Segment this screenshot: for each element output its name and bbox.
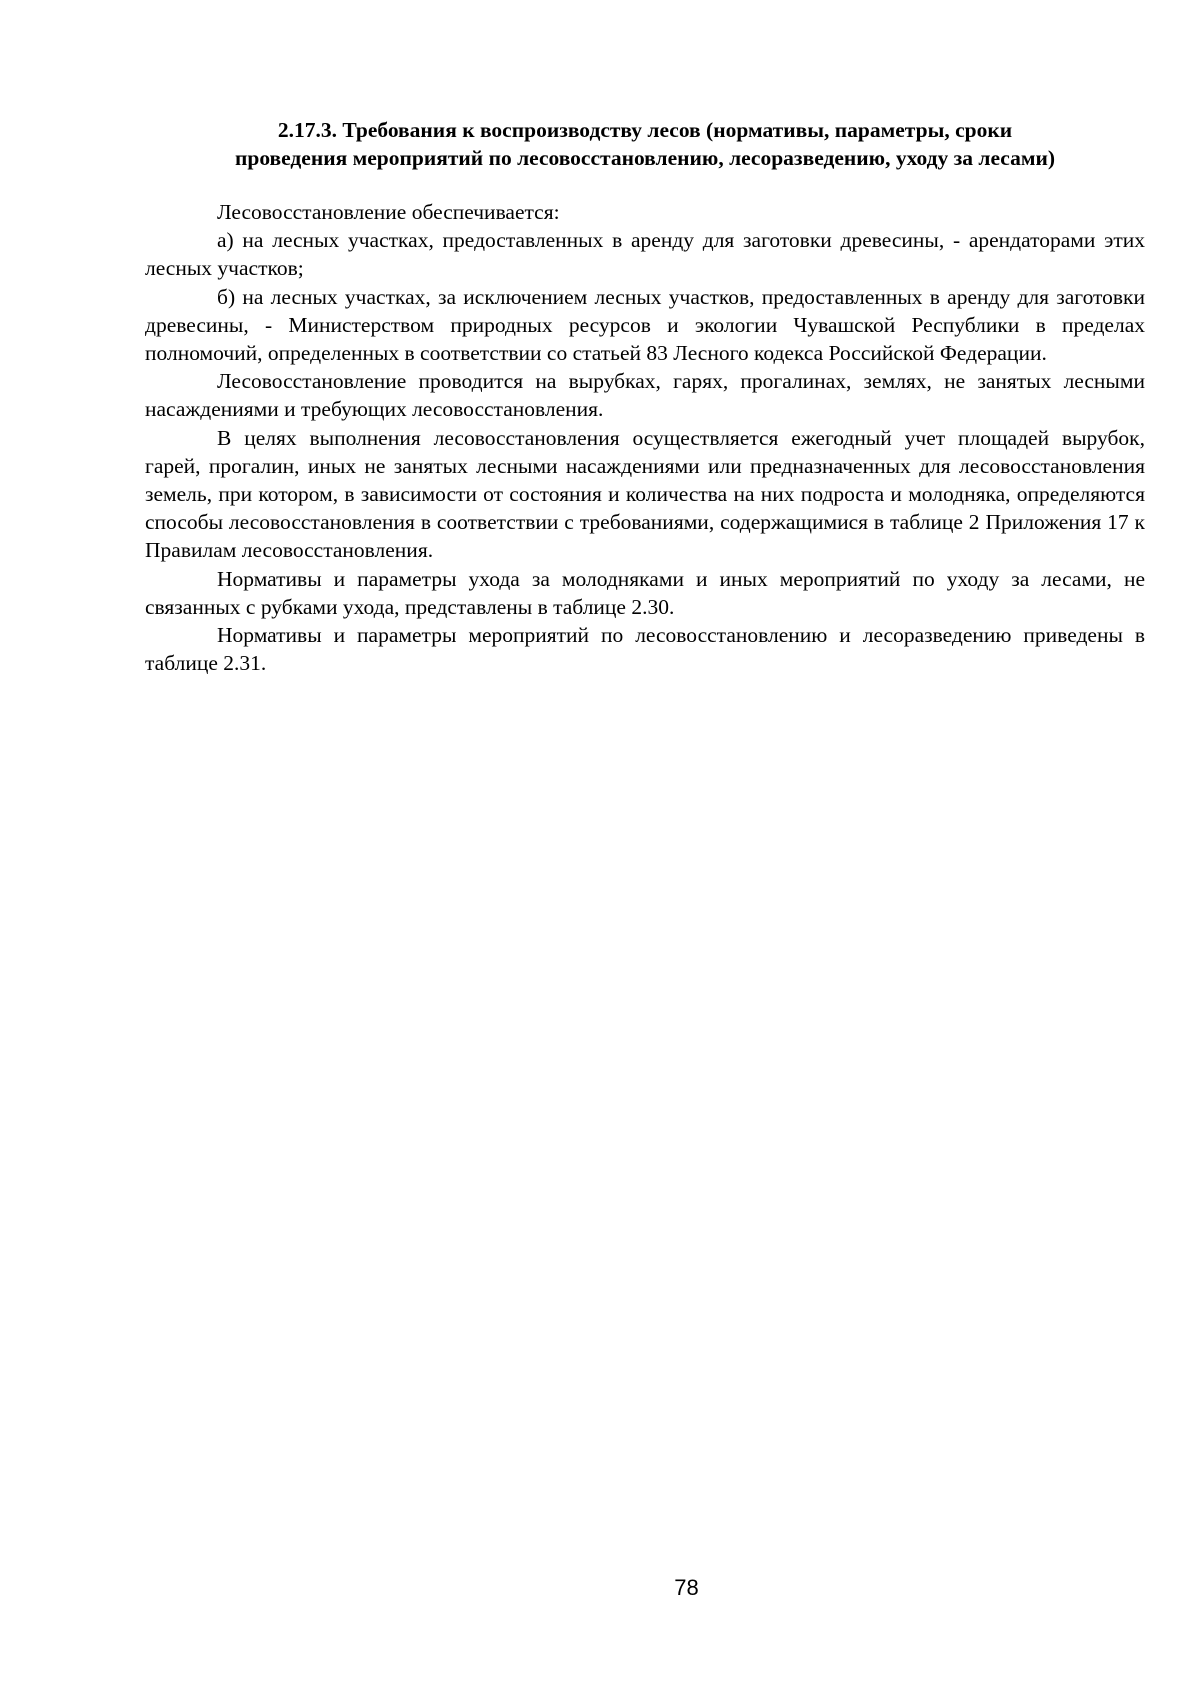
paragraph-item-b: б) на лесных участках, за исключением лесных участков, предоставленных в аренду для заготовки древесины, - Министерством природных ресурсов и экологии Чувашской Республики в пределах полномочий, определенных в соответствии со статьей 83 Лесного кодекса Российской Федерации. — [145, 284, 1145, 366]
page-number: 78 — [674, 1575, 699, 1600]
section-heading-line-2: проведения мероприятий по лесовосстановлению, лесоразведению, уходу за лесами) — [234, 146, 1056, 170]
paragraph-reforestation-sites: Лесовосстановление проводится на вырубках, гарях, прогалинах, землях, не занятых лесными насаждениями и требующих лесовосстановления. — [145, 369, 1145, 422]
body-text — [145, 198, 1145, 677]
section-heading — [145, 116, 1145, 172]
paragraph-item-a: а) на лесных участках, предоставленных в аренду для заготовки древесины, - арендаторами этих лесных участков; — [145, 228, 1145, 281]
paragraph-annual-accounting: В целях выполнения лесовосстановления осуществляется ежегодный учет площадей вырубок, гарей, прогалин, иных не занятых лесными насаждениями или предназначенных для лесовосстановления земель, при котором, в зависимости от состояния и количества на них подроста и молодняка, определяются способы лесовосстановления в соответствии с требованиями, содержащимися в таблице 2 Приложения 17 к Правилам лесовосстановления. — [145, 425, 1145, 563]
paragraph-intro: Лесовосстановление обеспечивается: — [217, 200, 560, 224]
paragraph-table-2-30-reference: Нормативы и параметры ухода за молодняками и иных мероприятий по уходу за лесами, не связанных с рубками ухода, представлены в таблице 2.30. — [145, 566, 1145, 619]
paragraph-table-2-31-reference: Нормативы и параметры мероприятий по лесовосстановлению и лесоразведению приведены в таблице 2.31. — [145, 623, 1145, 676]
section-heading-line-1: 2.17.3. Требования к воспроизводству лесов (нормативы, параметры, сроки — [277, 118, 1013, 142]
